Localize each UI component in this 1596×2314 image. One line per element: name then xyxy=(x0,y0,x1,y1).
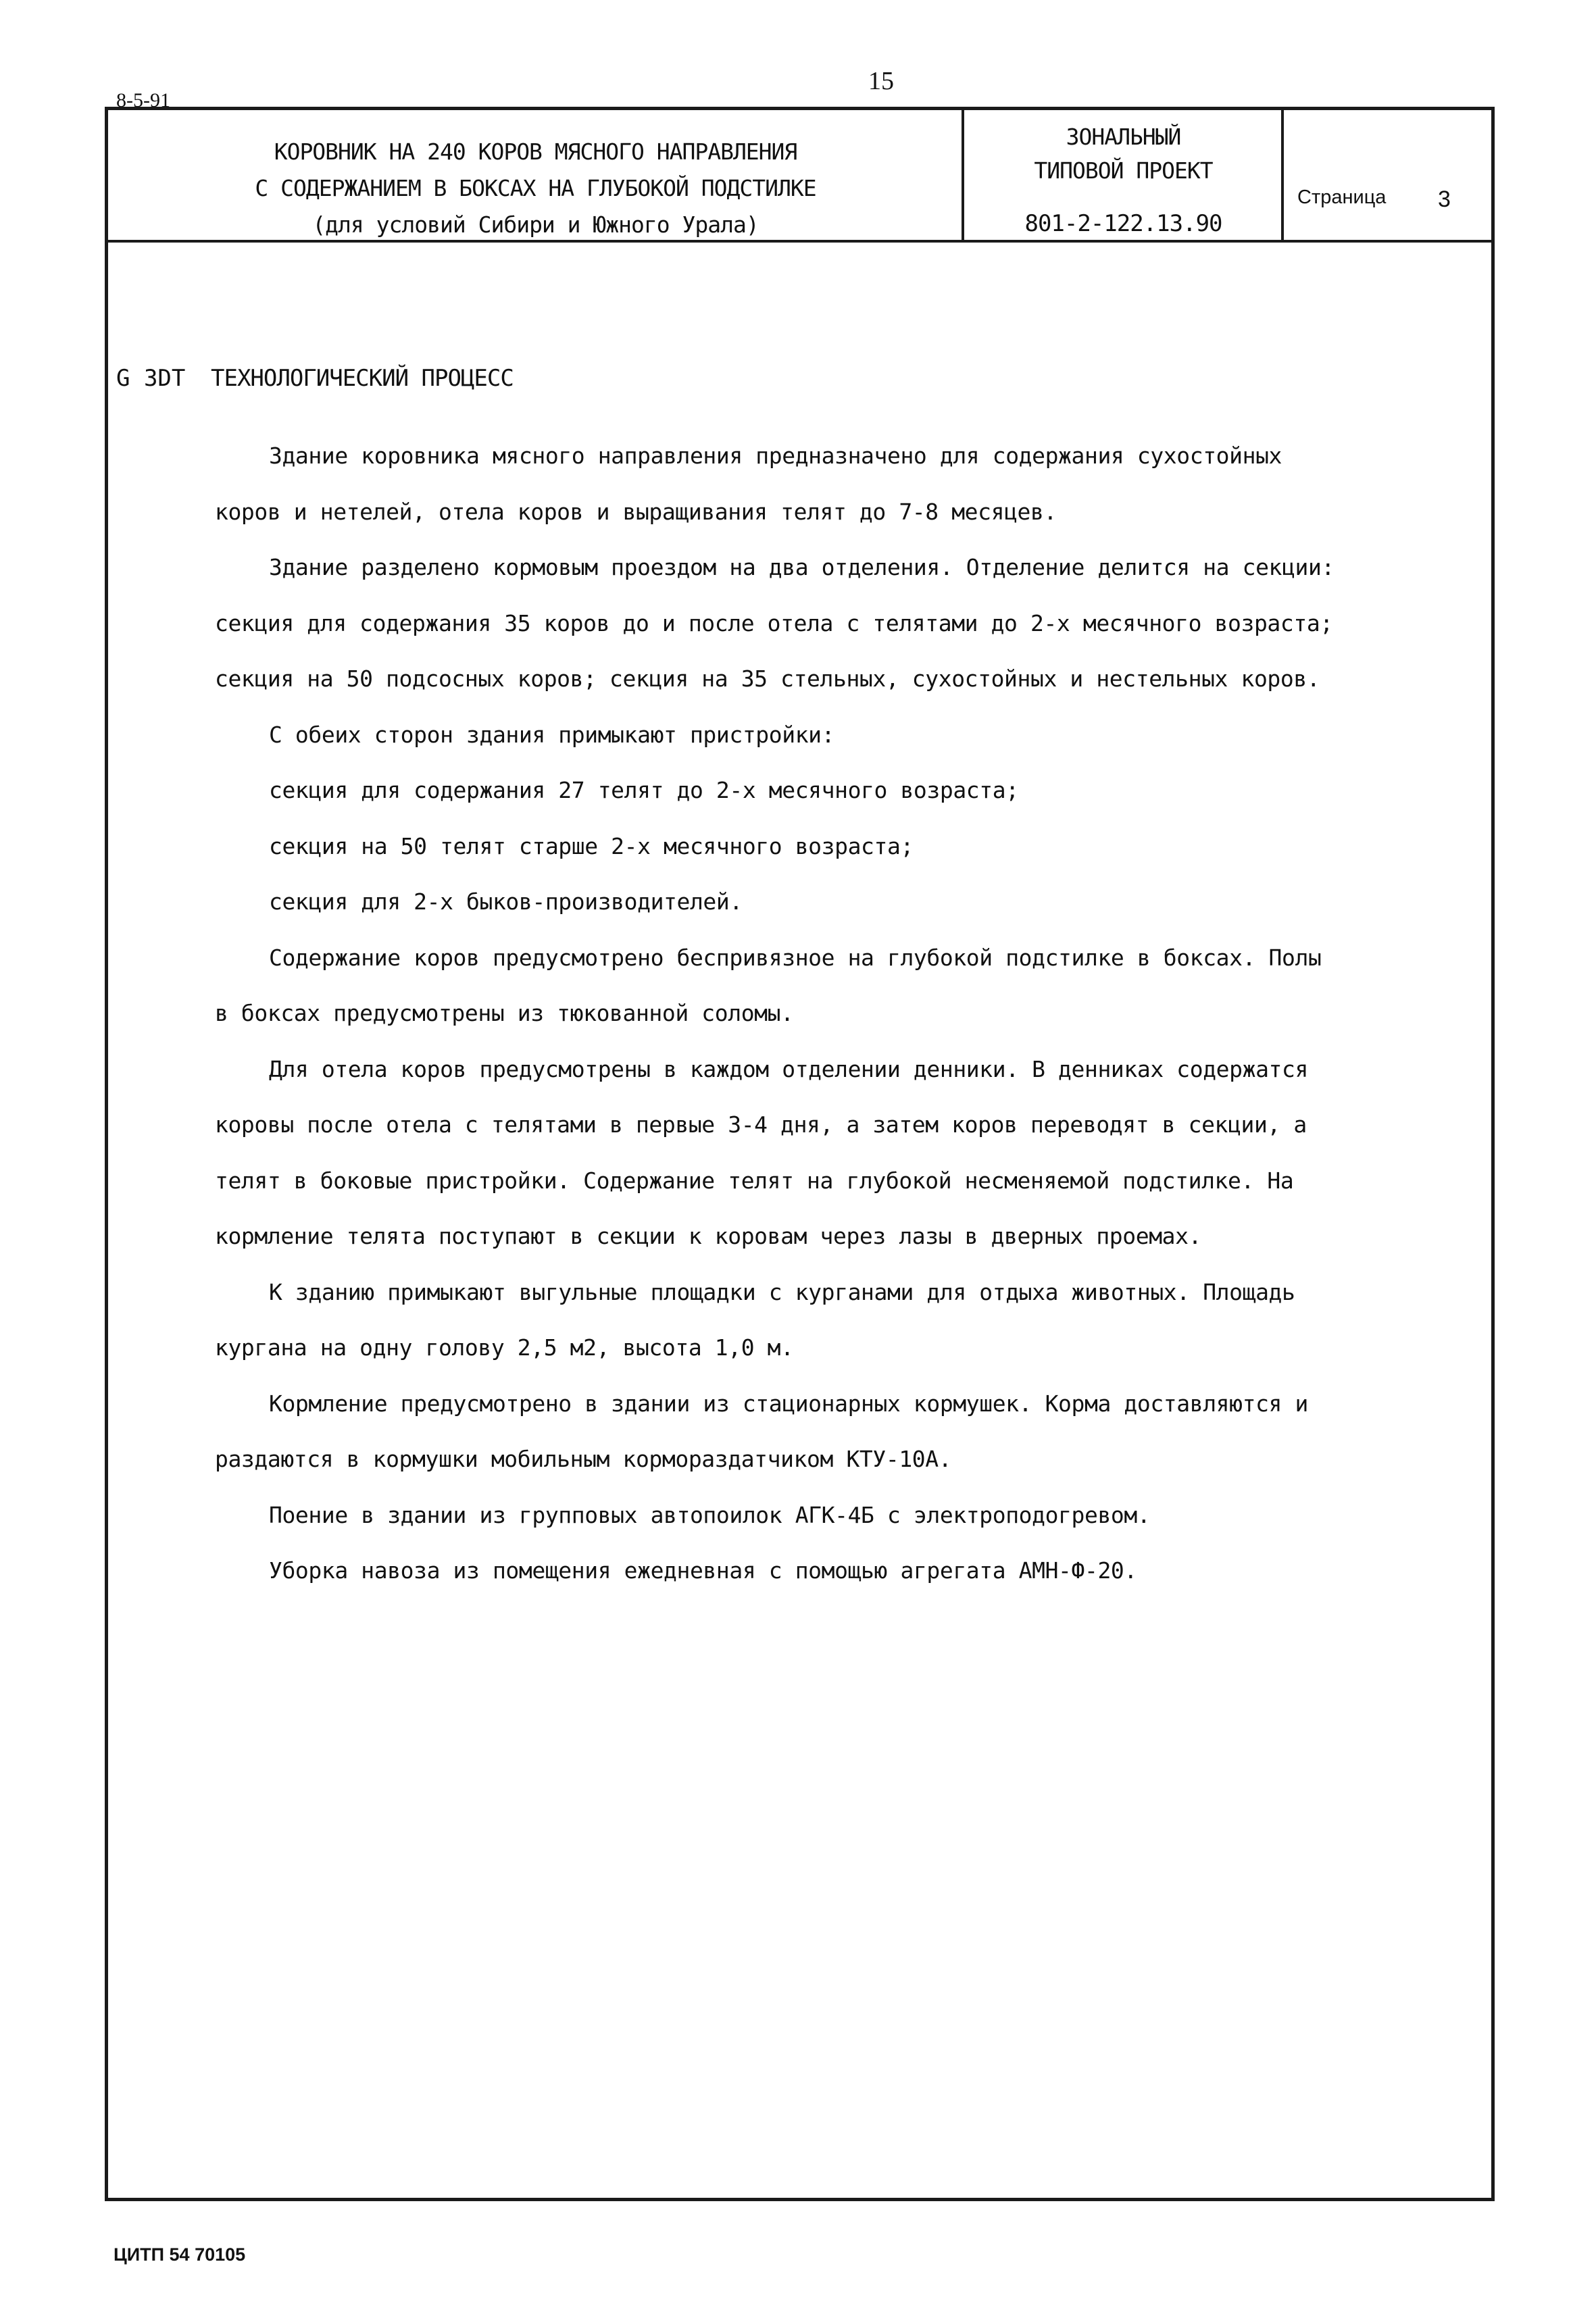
text-line: коровы после отела с телятами в первые 3-4 дня, а затем коров переводят в секции, а xyxy=(215,1111,1307,1138)
project-number: 801-2-122.13.90 xyxy=(1024,210,1222,237)
text-line: кормление телята поступают в секции к коровам через лазы в дверных проемах. xyxy=(215,1223,1202,1249)
section-code: G 3DT xyxy=(116,365,186,392)
margin-mark xyxy=(105,757,108,818)
section-title: ТЕХНОЛОГИЧЕСКИЙ ПРОЦЕСС xyxy=(211,365,514,392)
title-line: КОРОВНИК НА 240 КОРОВ МЯСНОГО НАПРАВЛЕНИЯ xyxy=(274,139,797,165)
text-line: секция для содержания 27 телят до 2-х месячного возраста; xyxy=(269,777,1019,803)
title-line: С СОДЕРЖАНИЕМ В БОКСАХ НА ГЛУБОКОЙ ПОДСТИЛКЕ xyxy=(255,175,816,201)
sheet-code: 8-5-91 xyxy=(116,89,170,111)
project-block xyxy=(966,120,1280,241)
text-line: Поение в здании из групповых автопоилок АГК-4Б с электроподогревом. xyxy=(269,1502,1151,1528)
text-line: К зданию примыкают выгульные площадки с курганами для отдыха животных. Площадь xyxy=(269,1279,1295,1305)
document-title xyxy=(111,134,959,243)
text-line: в боксах предусмотрены из тюкованной соломы. xyxy=(215,1000,794,1026)
title-subtitle: (для условий Сибири и Южного Урала) xyxy=(312,211,759,238)
text-line: секция для содержания 35 коров до и после отела с телятами до 2-х месячного возраста; xyxy=(215,610,1333,636)
text-line: С обеих сторон здания примыкают пристройки: xyxy=(269,722,835,748)
text-line: телят в боковые пристройки. Содержание телят на глубокой несменяемой подстилке. На xyxy=(215,1167,1294,1194)
text-line: секция на 50 телят старше 2-х месячного возраста; xyxy=(269,833,914,859)
text-line: Кормление предусмотрено в здании из стационарных кормушек. Корма доставляются и xyxy=(269,1390,1308,1417)
header-column-divider xyxy=(1281,107,1284,242)
text-line: Содержание коров предусмотрено беспривязное на глубокой подстилке в боксах. Полы xyxy=(269,945,1322,971)
text-line: Уборка навоза из помещения ежедневная с помощью агрегата АМН-Ф-20. xyxy=(269,1557,1137,1584)
page-frame xyxy=(105,107,1495,2201)
page-label: Страница xyxy=(1297,186,1387,208)
text-line: кургана на одну голову 2,5 м2, высота 1,0 м. xyxy=(215,1334,794,1361)
project-type-line: ЗОНАЛЬНЫЙ xyxy=(1066,124,1181,150)
text-line: раздаются в кормушки мобильным кормораздатчиком КТУ-10А. xyxy=(215,1446,952,1472)
page-value: 3 xyxy=(1438,186,1451,212)
text-line: Для отела коров предусмотрены в каждом отделении денники. В денниках содержатся xyxy=(269,1056,1308,1082)
margin-mark xyxy=(105,1392,108,1486)
text-line: секция для 2-х быков-производителей. xyxy=(269,888,743,915)
header-column-divider xyxy=(962,107,964,242)
footer-code: ЦИТП 54 70105 xyxy=(114,2244,246,2265)
text-line: коров и нетелей, отела коров и выращивания телят до 7-8 месяцев. xyxy=(215,499,1057,525)
text-line: Здание коровника мясного направления предназначено для содержания сухостойных xyxy=(269,443,1282,469)
text-line: секция на 50 подсосных коров; секция на 35 стельных, сухостойных и нестельных коров. xyxy=(215,665,1320,692)
project-type-line: ТИПОВОЙ ПРОЕКТ xyxy=(1034,157,1213,184)
page-number: 15 xyxy=(868,67,894,95)
text-line: Здание разделено кормовым проездом на два отделения. Отделение делится на секции: xyxy=(269,554,1335,580)
